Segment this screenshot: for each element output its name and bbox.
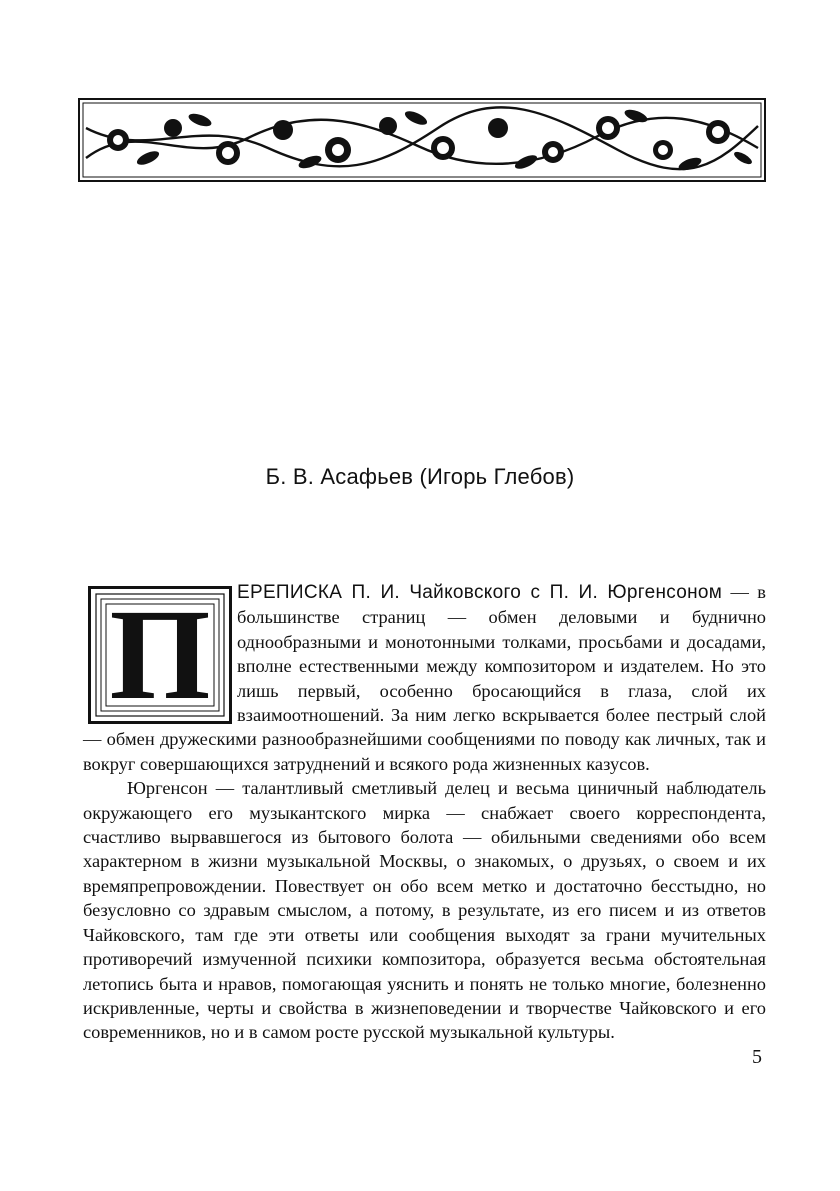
paragraph-2: Юргенсон — талантливый сметливый делец и весьма циничный наблюдатель окружающего его музыкантского мирка — снабжает своего корреспондента, счастливо вырвавшегося из бытового болота — обильными сведениями обо всем характерном в жизни музыкальной Москвы, о знакомых, о друзьях, о своем и их времяпрепровождении. Повествует он обо всем метко и достаточно бесстыдно, но безусловно со здравым смыслом, а потому, в результате, из его писем и из ответов Чайковского, там где эти ответы или сообщения выходят за грани мучительных противоречий измученной психики композитора, образуется весьма обстоятельная летопись быта и нравов, помогающая уяснить и понять не только многие, болезненно искривленные, черты и свойства в жизнеповедении и творчестве Чайковского и его современников, но и в самом росте русской музыкальной культуры. [83, 778, 766, 1043]
paragraph-1-lead: ЕРЕПИСКА П. И. Чайковского с П. И. Юргенсоном [237, 582, 723, 603]
paragraph-1-text: — в большинстве страниц — обмен деловыми и будничнo однообразными и монотонными толками, просьбами и досадами, вполне естественными между композитором и издателем. Но это лишь первый, особенно бросающийся в глаза, слой их взаимоотношений. За ним легко вскрывается более пестрый слой — обмен дружескими разнообразнейшими сообщениями по поводу как личных, так и вокруг совершающихся затруднений и всякого рода жизненных казусов. [83, 582, 766, 774]
author-heading: Б. В. Асафьев (Игорь Глебов) [265, 464, 575, 489]
article-body [83, 580, 766, 1045]
paragraph-1 [83, 580, 766, 776]
floral-ornament-icon [78, 98, 766, 182]
dropcap-letter: П [109, 583, 211, 727]
page-number: 5 [752, 1046, 762, 1068]
